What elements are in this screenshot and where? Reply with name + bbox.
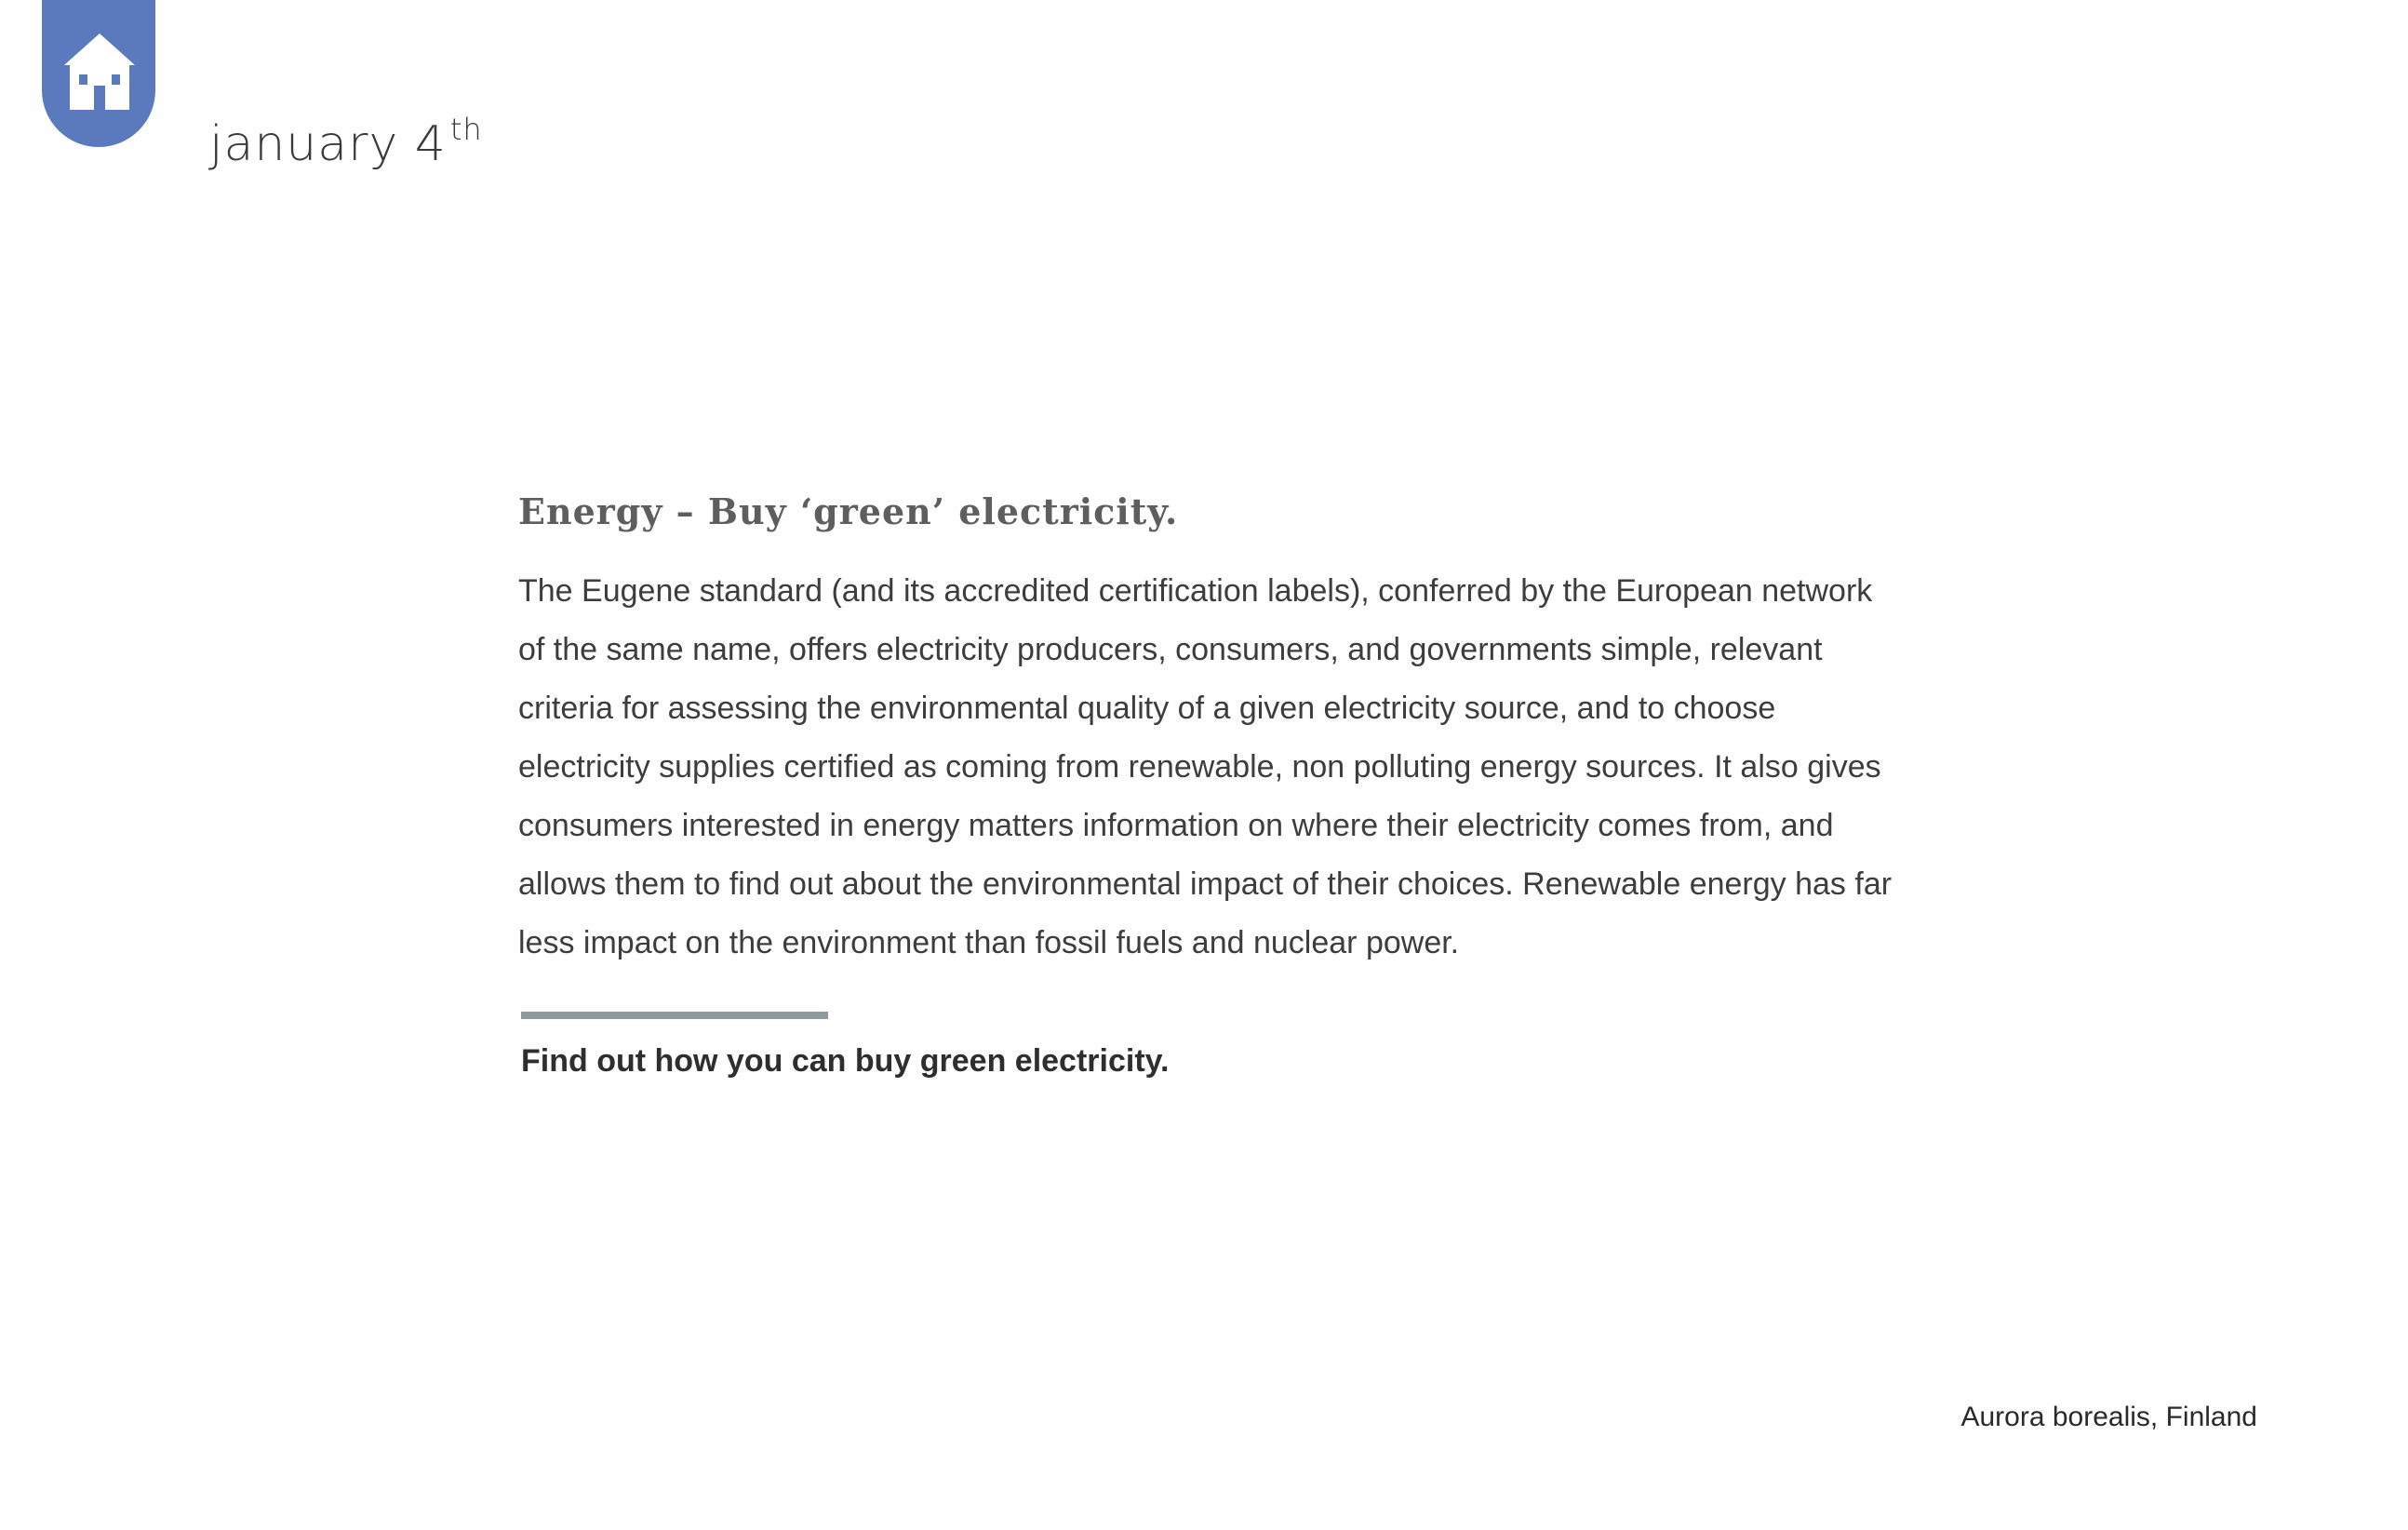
- divider: [521, 1012, 828, 1019]
- call-to-action: Find out how you can buy green electricity.: [521, 1043, 1170, 1079]
- date-heading: [209, 112, 483, 172]
- article-headline: Energy – Buy ‘green’ electricity.: [518, 490, 1179, 532]
- article: [518, 484, 1905, 1080]
- home-tab[interactable]: [42, 0, 155, 147]
- house-icon: [60, 30, 139, 114]
- photo-caption: Aurora borealis, Finland: [1960, 1402, 2257, 1432]
- date-text: january 4: [209, 116, 447, 172]
- date-suffix: th: [449, 112, 483, 147]
- article-body: The Eugene standard (and its accredited certification labels), conferred by the European network of the same name, offers electricity producers, consumers, and governments simple, relevant criteria for assessing the environmental quality of a given electricity source, and to choose electricity supplies certified as coming from renewable, non polluting energy sources. It also gives consumers interested in energy matters information on where their electricity comes from, and allows them to find out about the environmental impact of their choices. Renewable energy has far less impact on the environment than fossil fuels and nuclear power.: [518, 573, 1893, 960]
